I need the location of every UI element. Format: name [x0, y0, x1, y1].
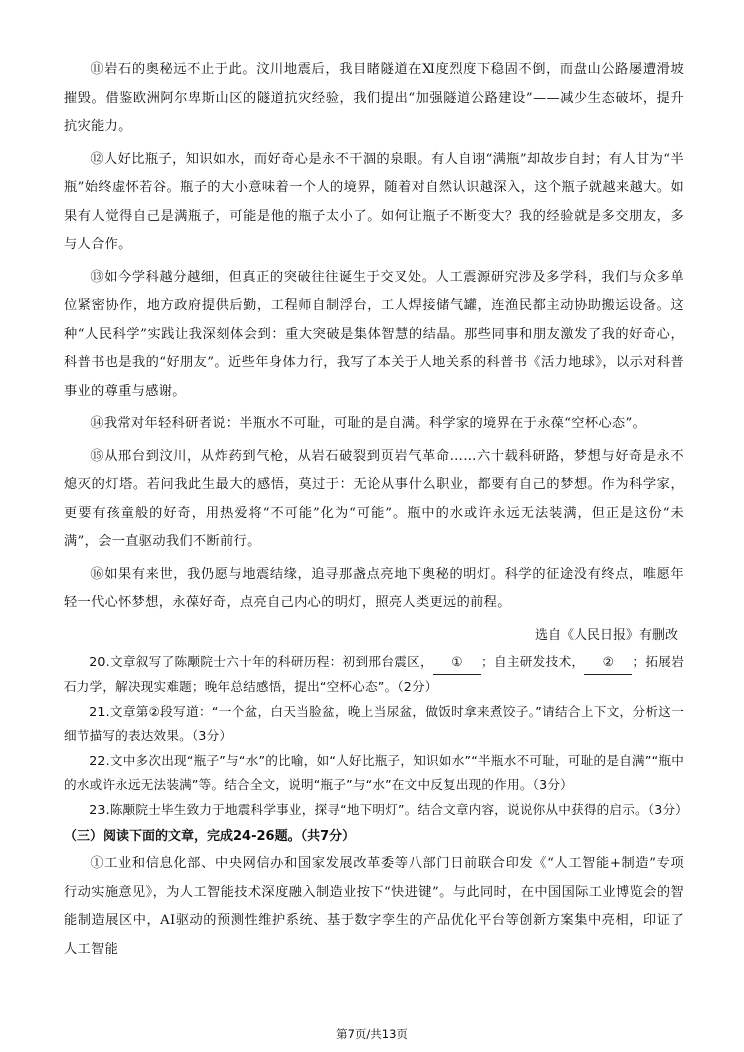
question-20-text-3: ；拓展岩石力学，解决现实难题；晚年总结感悟，提出“空杯心态”。（2分）: [64, 653, 684, 694]
section-3-heading: （三）阅读下面的文章，完成24-26题。（共7分）: [64, 829, 356, 844]
paragraph-13: ⑬如今学科越分越细，但真正的突破往往诞生于交叉处。人工震源研究涉及多学科，我们与众多单位紧密协作，地方政府提供后勤，工程师自制浮台，工人焊接储气罐，连渔民都主动协助搬运设备。这种“人民科学”实践让我深刻体会到：重大突破是集体智慧的结晶。那些同事和朋友激发了我的好奇心，科普书也是我的“好朋友”。近些年身体力行，我写了本关于人地关系的科普书《活力地球》，以示对科普事业的尊重与感谢。: [64, 269, 684, 399]
paragraph-15: ⑮从邢台到汶川，从炸药到气枪，从岩石破裂到页岩气革命……六十载科研路，梦想与好奇是永不熄灭的灯塔。若问我此生最大的感悟，莫过于：无论从事什么职业，都要有自己的梦想。作为科学家，更要有孩童般的好奇，用热爱将“不可能”化为“可能”。瓶中的水或许永远无法装满，但正是这份“未满”，会一直驱动我们不断前行。: [64, 448, 684, 549]
question-20: [64, 650, 684, 700]
source-citation: 选自《人民日报》有删改: [534, 627, 678, 643]
paragraph-12: ⑫人好比瓶子，知识如水，而好奇心是永不干涸的泉眼。有人自诩“满瓶”却故步自封；有人甘为“半瓶”始终虚怀若谷。瓶子的大小意味着一个人的境界，随着对自然认识越深入，这个瓶子就越来越大。如果有人觉得自己是满瓶子，可能是他的瓶子太小了。如何让瓶子不断变大？我的经验就是多交朋友，多与人合作。: [64, 151, 684, 252]
question-20-text-2: ；自主研发技术，: [481, 653, 585, 669]
paragraph-16: ⑯如果有来世，我仍愿与地震结缘，追寻那盏点亮地下奥秘的明灯。科学的征途没有终点，唯愿年轻一代心怀梦想，永葆好奇，点亮自己内心的明灯，照亮人类更远的前程。: [64, 566, 684, 610]
page-number: 第7页/共13页: [336, 1027, 408, 1041]
question-20-text-1: 20.文章叙写了陈颙院士六十年的科研历程：初到邢台震区，: [89, 653, 434, 669]
section-3-paragraph-1: ①工业和信息化部、中央网信办和国家发展改革委等八部门日前联合印发《“人工智能+制造”专项行动实施意见》，为人工智能技术深度融入制造业按下“快进键”。与此同时，在中国国际工业博览会的智能制造展区中，AI驱动的预测性维护系统、基于数字孪生的产品优化平台等创新方案集中亮相，印证了人工智能: [64, 856, 684, 957]
answer-blank-1: ①: [433, 650, 481, 676]
question-22: 22.文中多次出现“瓶子”与“水”的比喻，如“人好比瓶子，知识如水”“半瓶水不可耻，可耻的是自满”“瓶中的水或许永远无法装满”等。结合全文，说明“瓶子”与“水”在文中反复出现的作用。（3分）: [64, 752, 684, 792]
paragraph-14: ⑭我常对年轻科研者说：半瓶水不可耻，可耻的是自满。科学家的境界在于永葆“空杯心态”。: [90, 416, 647, 431]
answer-blank-2: ②: [584, 650, 632, 676]
paragraph-11: ⑪岩石的奥秘远不止于此。汶川地震后，我目睹隧道在Ⅺ度烈度下稳固不倒，而盘山公路屡遭滑坡摧毁。借鉴欧洲阿尔卑斯山区的隧道抗灾经验，我们提出“加强隧道公路建设”——减少生态破坏，提升抗灾能力。: [64, 62, 684, 134]
question-23: 23.陈颙院士毕生致力于地震科学事业，探寻“地下明灯”。结合文章内容，说说你从中获得的启示。（3分）: [89, 801, 689, 817]
question-21: 21.文章第②段写道：“一个盆，白天当脸盆，晚上当尿盆，做饭时拿来煮饺子。”请结合上下文，分析这一细节描写的表达效果。（3分）: [64, 703, 684, 743]
document-page: [64, 56, 689, 968]
